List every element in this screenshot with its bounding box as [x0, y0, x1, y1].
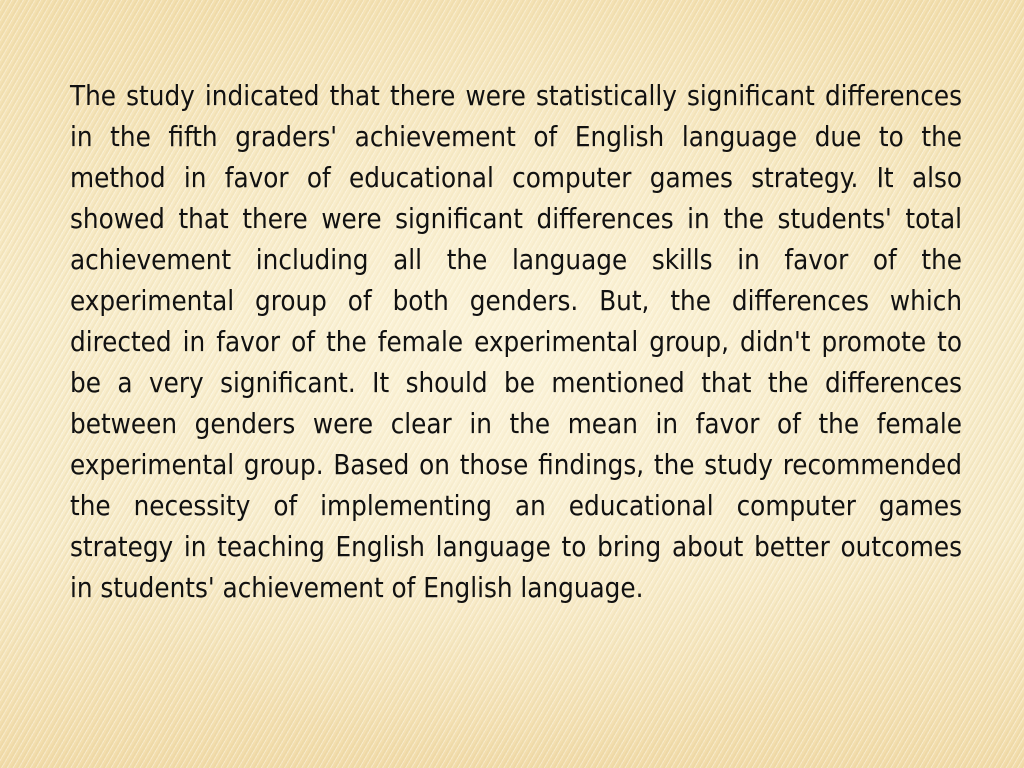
body-paragraph: The study indicated that there were statistically significant differences in the fifth graders' achievement of English language due to the method in favor of educational computer games strategy. It also showed that there were significant differences in the students' total achievement including all the language skills in favor of the experimental group of both genders. But, the differences which directed in favor of the female experimental group, didn't promote to be a very significant. It should be mentioned that the differences between genders were clear in the mean in favor of the female experimental group. Based on those findings, the study recommended the necessity of implementing an educational computer games strategy in teaching English language to bring about better outcomes in students' achievement of English language. — [70, 80, 962, 604]
